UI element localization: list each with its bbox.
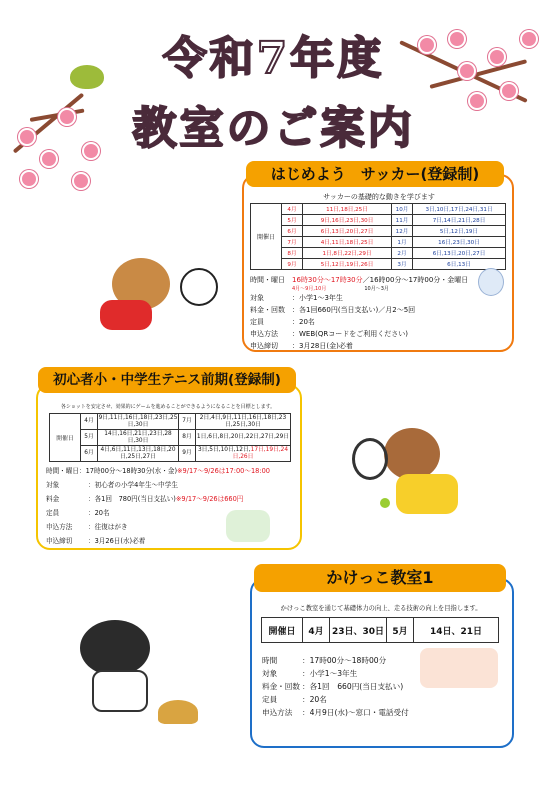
soccer-schedule-row bbox=[251, 215, 506, 226]
soccer-cell-d1: 6日,13日,20日,27日 bbox=[303, 226, 392, 237]
tennis-subtitle: 各ショットを安定させ、効果的にゲームを進めることができるようになることを目標とします。 bbox=[60, 404, 276, 410]
soccer-cell-d2: 16日,23日,30日 bbox=[413, 237, 506, 248]
tennis-cell-d1: 4日,6日,11日,13日,18日,20日,25日,27日 bbox=[98, 446, 179, 462]
soccer-cell-m1: 5月 bbox=[282, 215, 303, 226]
tennis-cell-m1: 6月 bbox=[81, 446, 98, 462]
soccer-cell-d2: 3日,10日,17日,24日,31日 bbox=[413, 204, 506, 215]
soccer-cell-d2: 5日,12日,19日 bbox=[413, 226, 506, 237]
soccer-schedule-row bbox=[251, 237, 506, 248]
tennis-schedule-table bbox=[49, 413, 291, 462]
bird-icon bbox=[70, 65, 104, 89]
tennis-schedule-label: 開催日 bbox=[50, 414, 81, 462]
title-line-2: 教室のご案内 bbox=[132, 103, 415, 154]
soccer-subtitle: サッカーの基礎的な動きを学びます bbox=[323, 193, 435, 201]
soccer-cell-d1: 4日,11日,18日,25日 bbox=[303, 237, 392, 248]
soccer-cell-m2: 2月 bbox=[392, 248, 413, 259]
tennis-cell-d2: 2日,4日,9日,11日,16日,18日,23日,25日,30日 bbox=[196, 414, 291, 430]
tennis-cell-d2-red: 17日,19日,24日,26日 bbox=[232, 446, 289, 460]
soccer-cell-d2: 6日,13日 bbox=[413, 259, 506, 270]
tennis-cell-d2: 1日,6日,8日,20日,22日,27日,29日 bbox=[196, 430, 291, 446]
tennis-cell-d1: 9日,11日,16日,18日,23日,25日,30日 bbox=[98, 414, 178, 428]
soccer-cell-d2: 7日,14日,21日,28日 bbox=[413, 215, 506, 226]
soccer-schedule-label: 開催日 bbox=[251, 204, 282, 270]
soccer-schedule-row bbox=[251, 259, 506, 270]
soccer-cell-m1: 9月 bbox=[282, 259, 303, 270]
tennis-cell-m2: 8月 bbox=[179, 430, 196, 446]
tennis-schedule-row bbox=[50, 414, 291, 430]
tennis-cell-m2: 7月 bbox=[179, 414, 196, 430]
kakekko-dates-2: 14日、21日 bbox=[414, 618, 499, 643]
kakekko-schedule-table bbox=[261, 617, 499, 643]
tennis-cell-d1: 14日,16日,21日,23日,28日,30日 bbox=[98, 430, 179, 446]
soccer-cell-d1: 1日,8日,22日,29日 bbox=[303, 248, 392, 259]
soccer-cell-d1: 5日,12日,19日,26日 bbox=[303, 259, 392, 270]
tennis-cell-m1: 5月 bbox=[81, 430, 98, 446]
title-line-1: 令和7年度 bbox=[162, 33, 385, 84]
tennis-schedule-row bbox=[50, 430, 291, 446]
soccer-cell-d1: 11日,18日,25日 bbox=[303, 204, 392, 215]
tennis-cell-d2: 3日,5日,10日,12日,17日,19日,24日,26日 bbox=[196, 446, 291, 462]
soccer-cell-m2: 11月 bbox=[392, 215, 413, 226]
soccer-schedule-row bbox=[251, 248, 506, 259]
tennis-header: 初心者小・中学生テニス前期(登録制) bbox=[38, 367, 296, 393]
soccer-cell-m2: 10月 bbox=[392, 204, 413, 215]
qr-mascot-icon bbox=[478, 268, 504, 296]
tennis-cell-m2: 9月 bbox=[179, 446, 196, 462]
tennis-ball-icon bbox=[380, 498, 390, 508]
soccer-ball-icon bbox=[180, 268, 218, 306]
running-kids-icon bbox=[420, 648, 498, 688]
tennis-schedule-row bbox=[50, 446, 291, 462]
soccer-info: 時間・曜日 16時30分～17時30分／16時00分～17時00分・金曜日 4月～9月,10月 10月～3月 対象 ：小学1～3年生 料金・回数 ：各1回660円(当日支払い)／月2～5回 定員 ：20名 申込方法 ：WEB(QRコードをご利用ください) 申込締切 ：3月28日(金)必着 bbox=[250, 276, 469, 350]
kids-tennis-icon bbox=[226, 510, 270, 542]
kakekko-month-1: 4月 bbox=[303, 618, 330, 643]
soccer-time-red: 16時30分～17時30分 bbox=[292, 276, 363, 284]
soccer-header: はじめよう サッカー(登録制) bbox=[246, 161, 504, 187]
soccer-cell-m1: 4月 bbox=[282, 204, 303, 215]
kakekko-header: かけっこ教室1 bbox=[254, 564, 506, 592]
turtle-icon bbox=[158, 700, 198, 724]
soccer-schedule-row bbox=[251, 204, 506, 215]
soccer-cell-m1: 7月 bbox=[282, 237, 303, 248]
soccer-cell-d1: 9日,16日,23日,30日 bbox=[303, 215, 392, 226]
soccer-cell-m1: 6月 bbox=[282, 226, 303, 237]
tennis-cell-m1: 4月 bbox=[81, 414, 98, 430]
soccer-cell-d2: 6日,13日,20日,27日 bbox=[413, 248, 506, 259]
soccer-cell-m2: 12月 bbox=[392, 226, 413, 237]
soccer-schedule-table bbox=[250, 203, 506, 270]
tennis-info: 時間・曜日：17時00分～18時30分(水・金)※9/17～9/26は17:00～18:00 対象 ：初心者の小学4年生～中学生 料金 ：各1回 780円(当日支払い)※9/17～9/26は660円 定員 ：20名 申込方法 ：往復はがき 申込締切 ：3月26日(水)必着 bbox=[46, 467, 270, 545]
soccer-schedule-row bbox=[251, 226, 506, 237]
soccer-cell-m2: 1月 bbox=[392, 237, 413, 248]
soccer-cell-m1: 8月 bbox=[282, 248, 303, 259]
kakekko-dates-1: 23日、30日 bbox=[330, 618, 387, 643]
kakekko-schedule-label: 開催日 bbox=[262, 618, 303, 643]
kakekko-info: 時間 ：17時00分～18時00分 対象 ：小学1～3年生 料金・回数 ：各1回 660円(当日支払い) 定員 ：20名 申込方法 ：4月9日(水)～窓口・電話受付 bbox=[262, 656, 409, 717]
tennis-racket-icon bbox=[352, 438, 388, 480]
soccer-cell-m2: 3月 bbox=[392, 259, 413, 270]
kakekko-month-2: 5月 bbox=[387, 618, 414, 643]
kakekko-subtitle: かけっこ教室を通じて基礎体力の向上、走る技術の向上を目指します。 bbox=[280, 605, 482, 612]
